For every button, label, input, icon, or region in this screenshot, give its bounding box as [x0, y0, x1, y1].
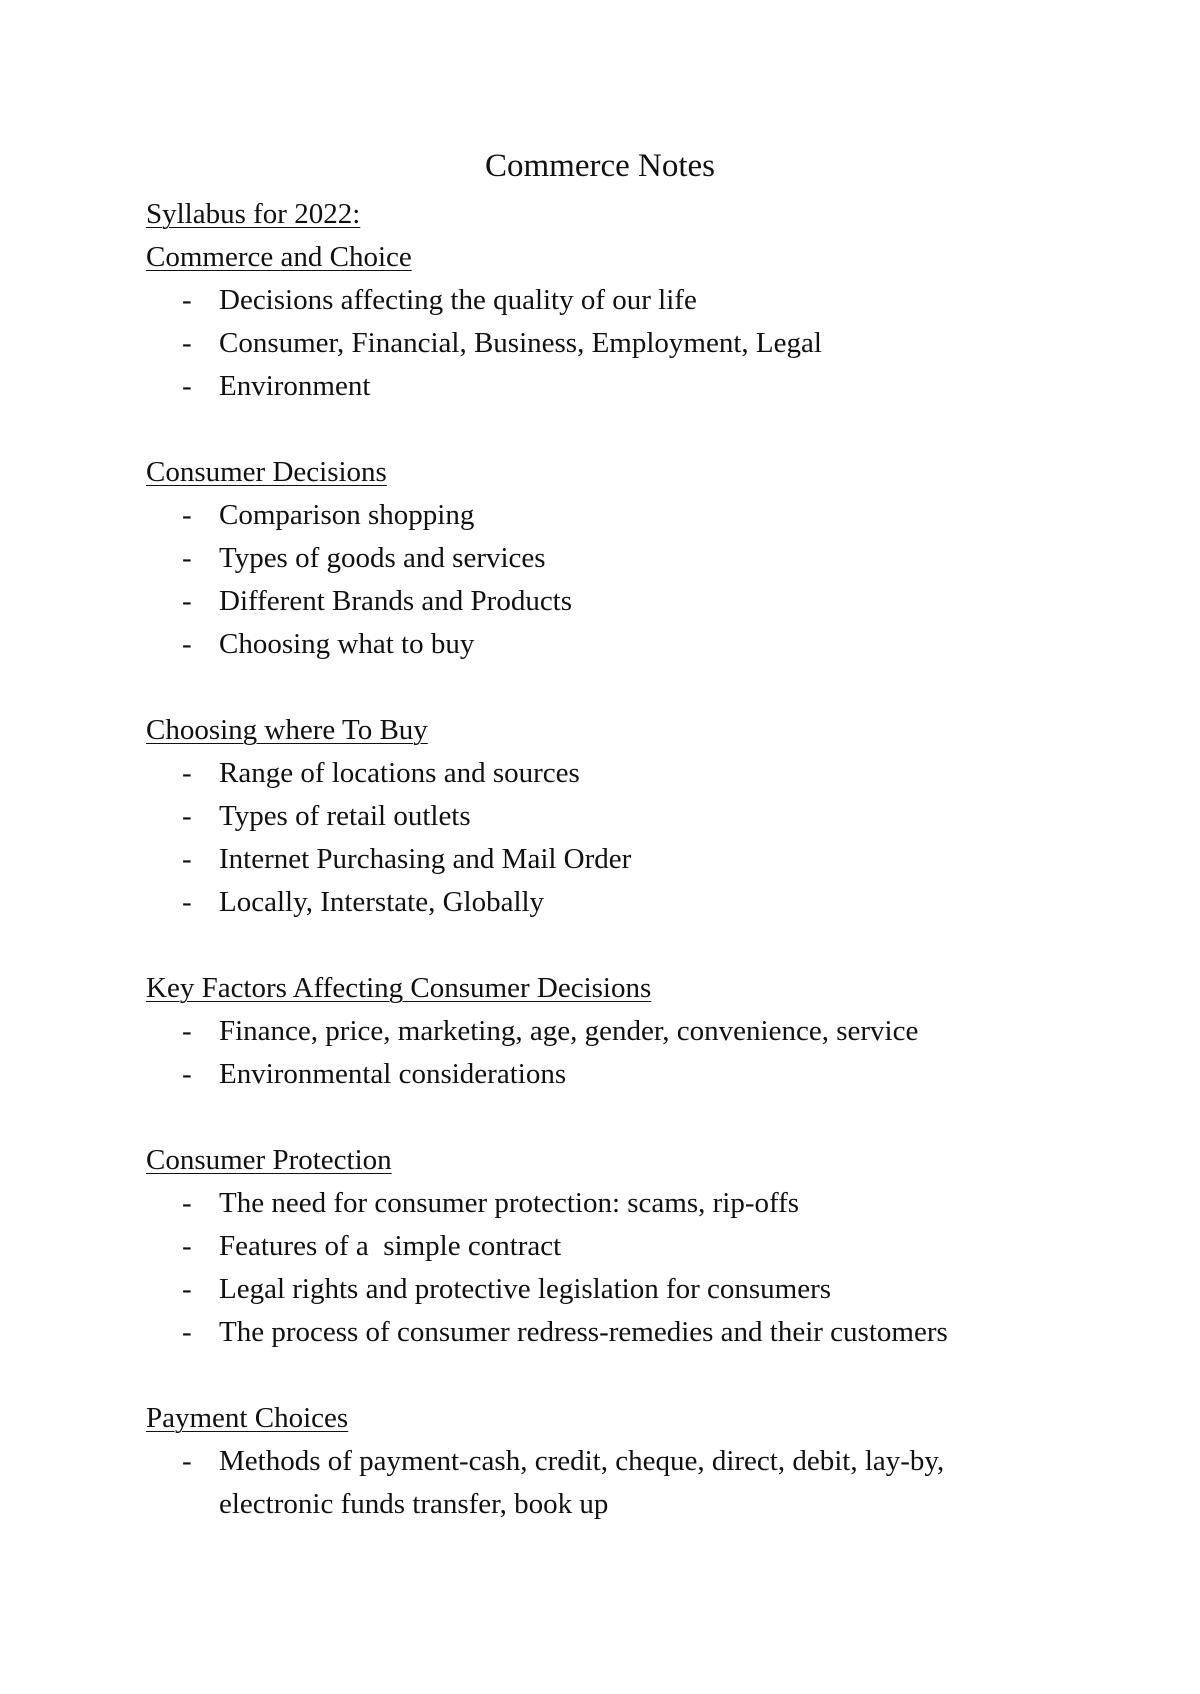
dash-bullet: - — [182, 1058, 192, 1090]
section-consumer-decisions — [146, 451, 1066, 666]
dash-bullet: - — [182, 843, 192, 875]
list-item — [146, 838, 1066, 881]
list-item-text: The need for consumer protection: scams, rip-offs — [219, 1187, 800, 1219]
section-heading: Consumer Protection — [146, 1144, 392, 1176]
bullet-list — [146, 752, 1066, 924]
list-item-text: Types of goods and services — [219, 542, 546, 574]
list-item — [146, 494, 1066, 537]
section-heading: Payment Choices — [146, 1402, 349, 1434]
list-item-text: Environmental considerations — [219, 1058, 567, 1090]
list-item-text: Consumer, Financial, Business, Employment, Legal — [219, 327, 822, 359]
list-item-text: Choosing what to buy — [219, 628, 475, 660]
document-body — [146, 193, 1066, 1526]
dash-bullet: - — [182, 542, 192, 574]
dash-bullet: - — [182, 800, 192, 832]
bullet-list — [146, 1440, 1066, 1526]
bullet-list — [146, 494, 1066, 666]
list-item — [146, 1182, 1066, 1225]
list-item — [146, 1010, 1066, 1053]
section-key-factors — [146, 967, 1066, 1096]
list-item — [146, 537, 1066, 580]
dash-bullet: - — [182, 1015, 192, 1047]
section-consumer-protection — [146, 1139, 1066, 1354]
syllabus-label: Syllabus for 2022: — [146, 198, 361, 230]
list-item — [146, 365, 1066, 408]
list-item-text: Legal rights and protective legislation for consumers — [219, 1273, 832, 1305]
bullet-list — [146, 279, 1066, 408]
list-item-text: Internet Purchasing and Mail Order — [219, 843, 632, 875]
list-item — [146, 1311, 1066, 1354]
list-item-text: Finance, price, marketing, age, gender, convenience, service — [219, 1015, 919, 1047]
document-title: Commerce Notes — [484, 148, 716, 184]
list-item-text: Different Brands and Products — [219, 585, 573, 617]
bullet-list — [146, 1010, 1066, 1096]
list-item-text: Locally, Interstate, Globally — [219, 886, 545, 918]
bullet-list — [146, 1182, 1066, 1354]
list-item-text: Features of a simple contract — [219, 1230, 562, 1262]
dash-bullet: - — [182, 1187, 192, 1219]
list-item-text: Comparison shopping — [219, 499, 475, 531]
list-item-text: Types of retail outlets — [219, 800, 471, 832]
list-item — [146, 623, 1066, 666]
section-heading: Consumer Decisions — [146, 456, 387, 488]
dash-bullet: - — [182, 370, 192, 402]
section-heading: Key Factors Affecting Consumer Decisions — [146, 972, 652, 1004]
dash-bullet: - — [182, 327, 192, 359]
list-item-text: Methods of payment-cash, credit, cheque, direct, debit, lay-by, electronic funds transfer, book up — [219, 1445, 945, 1520]
section-heading: Commerce and Choice — [146, 241, 412, 273]
list-item-text: The process of consumer redress-remedies and their customers — [219, 1316, 948, 1348]
section-choosing-where-to-buy — [146, 709, 1066, 924]
dash-bullet: - — [182, 585, 192, 617]
list-item — [146, 1268, 1066, 1311]
section-heading: Choosing where To Buy — [146, 714, 428, 746]
dash-bullet: - — [182, 284, 192, 316]
section-commerce-and-choice — [146, 236, 1066, 408]
list-item — [146, 881, 1066, 924]
list-item — [146, 580, 1066, 623]
dash-bullet: - — [182, 1230, 192, 1262]
list-item-text: Range of locations and sources — [219, 757, 580, 789]
list-item — [146, 1440, 1029, 1526]
dash-bullet: - — [182, 628, 192, 660]
list-item — [146, 279, 1066, 322]
dash-bullet: - — [182, 1273, 192, 1305]
dash-bullet: - — [182, 757, 192, 789]
list-item — [146, 322, 1066, 365]
list-item — [146, 795, 1066, 838]
list-item — [146, 752, 1066, 795]
list-item-text: Environment — [219, 370, 371, 402]
dash-bullet: - — [182, 499, 192, 531]
dash-bullet: - — [182, 1316, 192, 1348]
list-item — [146, 1225, 1066, 1268]
list-item — [146, 1053, 1066, 1096]
dash-bullet: - — [182, 886, 192, 918]
dash-bullet: - — [182, 1445, 192, 1477]
list-item-text: Decisions affecting the quality of our life — [219, 284, 697, 316]
section-payment-choices — [146, 1397, 1066, 1526]
